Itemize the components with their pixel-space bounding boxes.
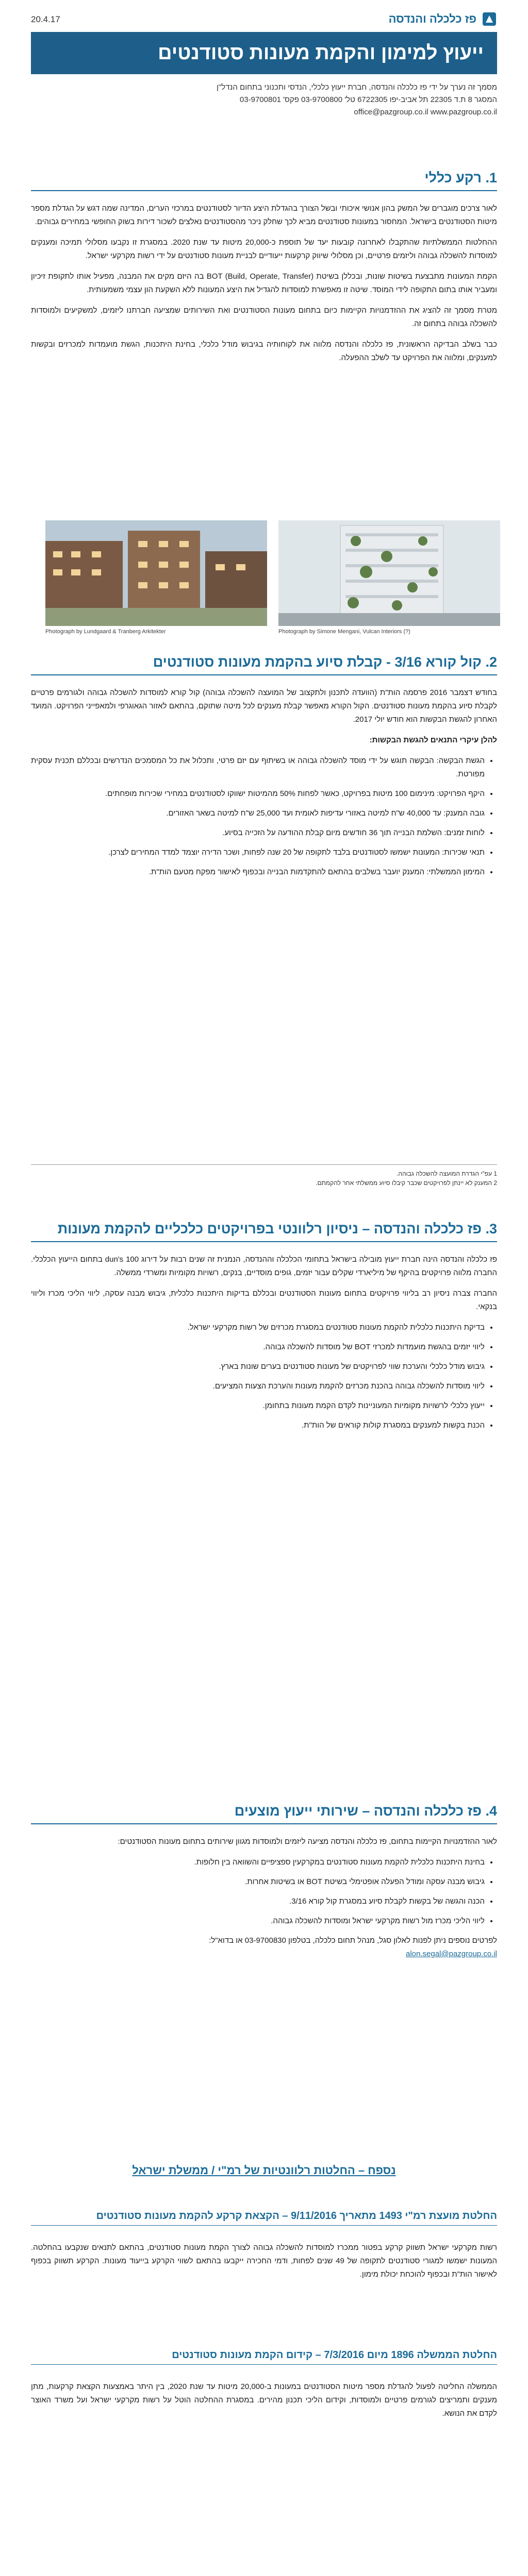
logo-text: פז כלכלה והנדסה (388, 12, 476, 25)
photo-caption: Photograph by Simone Mengani, Vulcan Interiors (?) (278, 629, 410, 635)
contact-line: המסגר 8 ת.ד 22305 תל אביב-יפו 6722305 טל' 03-9700800 פקס' 03-9700801 (239, 95, 497, 104)
list-item: • ליווי יזמים בהגשת מועמדות למכרזי BOT של מוסדות להשכלה גבוהה. (31, 1341, 485, 1354)
section-4-title: 4. פז כלכלה והנדסה – שירותי ייעוץ מוצעים (31, 1803, 497, 1824)
contact-paragraph (31, 1934, 497, 1961)
header-contact-block (31, 81, 497, 118)
section-2-body (31, 686, 497, 885)
contact-email-link[interactable]: alon.segal@pazgroup.co.il (405, 1950, 497, 1958)
list-item: • בדיקת היתכנות כלכלית להקמת מעונות סטודנטים במסגרת מכרזים של רשות מקרקעי ישראל. (31, 1321, 485, 1334)
list-item: • המימון הממשלתי: המענק יועבר בשלבים בהתאם להתקדמות הבנייה ובכפוף לאישור מפקח מטעם הות"ת. (31, 866, 485, 879)
document-header (0, 0, 528, 155)
appendix-body (31, 2380, 497, 2428)
section-4-body (31, 1835, 497, 1968)
paragraph: רשות מקרקעי ישראל תשווק קרקע בפטור ממכרז למוסדות להשכלה גבוהה לצורך הקמת מעונות סטודנטים, בהתאם לתנאים שנקבעו בהחלטה. המעונות ישמשו למגורי סטודנטים לתקופה של 49 שנים לפחות, ודמי החכירה ייקבעו בהתאם לשווי הקרקע בייעוד מעונות. הקרקע תשווק בכפוף לאישור הות"ת ובכפוף להוכחת יכולת מימון. (31, 2243, 497, 2279)
appendix-body (31, 2241, 497, 2289)
paragraph: הקמת המעונות מתבצעת בשיטות שונות, ובכללן בשיטת BOT (Build, Operate, Transfer) בה היזם מקים את המבנה, מפעיל אותו לתקופת זיכיון ומעביר אותו בתום התקופה לידי המוסד. שיטה זו מאפשרת למוסדות להגדיל את היצע המעונות ללא השקעת הון עצמי משמעותית. (31, 272, 498, 294)
list-item: • הכנה והגשה של בקשות לקבלת סיוע במסגרת קול קורא 3/16. (31, 1895, 485, 1908)
paragraph: פז כלכלה והנדסה הינה חברת ייעוץ מובילה בישראל בתחומי הכלכלה וההנדסה, הנמנית זה שנים רבות על דירוג dun's 100 בתחום הייעוץ הכלכלי. החברה מלווה פרויקטים בהיקף של מיליארדי שקלים עבור יזמים, גופים מוסדיים, בנקים, רשויות מקומיות ומשרדי ממשלה. (31, 1255, 498, 1277)
list-item: • ליווי מוסדות להשכלה גבוהה בהכנת מכרזים להקמת מעונות והערכת הצעות המציעים. (31, 1380, 485, 1393)
list-title: להלן עיקרי התנאים להגשת הבקשות: (369, 736, 497, 744)
appendix-subtitle: החלטת הממשלה 1896 מיום 7/3/2016 – קידום הקמת מעונות סטודנטים (31, 2349, 497, 2365)
photo-student-housing-tower (278, 520, 500, 626)
list-item: • בחינת היתכנות כלכלית להקמת מעונות סטודנטים במקרקעין ספציפיים והשוואה בין חלופות. (31, 1856, 485, 1869)
contact-line: מסמך זה נערך על ידי פז כלכלה והנדסה, חברת ייעוץ כלכלי, הנדסי ותכנוני בתחום הנדל"ן (217, 83, 497, 92)
list-item: • ייעוץ כלכלי לרשויות מקומיות המעוניינות לקדם הקמת מעונות בתחומן. (31, 1399, 485, 1413)
services-list (31, 1856, 497, 1928)
paragraph: לאור ההזדמנויות הקיימות בתחום, פז כלכלה והנדסה מציעה ליזמים ולמוסדות מגוון שירותים בתחום מעונות הסטודנטים: (118, 1837, 497, 1846)
section-1-title: 1. רקע כללי (31, 170, 497, 191)
list-item: • הגשת הבקשה: הבקשה תוגש על ידי מוסד להשכלה גבוהה או בשיתוף עם יזם פרטי, ותכלול את כל המסמכים הנדרשים ובכללם תכנית עסקית מפורטת. (31, 754, 485, 781)
document-date: 20.4.17 (31, 14, 60, 24)
experience-list (31, 1321, 497, 1432)
header-topbar (31, 11, 497, 29)
paragraph: כבר בשלב הבדיקה הראשונית, פז כלכלה והנדסה מלווה את לקוחותיה בגיבוש מודל כלכלי, בחינת היתכנות, הגשת מועמדות למכרזים ובקשות למענקים, ומלווה את הפרויקט עד לשלב ההפעלה. (31, 340, 497, 362)
paragraph: מטרת מסמך זה להציג את ההזדמנויות הקיימות כיום בתחום מעונות הסטודנטים ואת השירותים שמציעה חברתנו ליזמים, למשקיעים ולמוסדות להשכלה גבוהה בתחום זה. (31, 306, 497, 328)
list-item: • גיבוש מודל כלכלי והערכת שווי לפרויקטים של מעונות סטודנטים בערים שונות בארץ. (31, 1360, 485, 1374)
photo-caption: Photograph by Lundgaard & Tranberg Arkitekter (45, 629, 166, 635)
logo-mark-icon (482, 11, 497, 27)
section-3-body (31, 1253, 497, 1438)
paragraph: ההחלטות הממשלתיות שהתקבלו לאחרונה קובעות יעד של תוספת כ-20,000 מיטות עד שנת 2020. במסגרת זו נקבעו מסלולי תמיכה ומענקים למוסדות להשכלה גבוהה וליזמים פרטיים, וכן מסלולי שיווק קרקעות ייעודיים לבניית מעונות סטודנטים על ידי רשות מקרקעי ישראל. (31, 238, 497, 260)
appendix-subtitle: החלטת מועצת רמ"י 1493 מתאריך 9/11/2016 – הקצאת קרקע להקמת מעונות סטודנטים (31, 2210, 497, 2226)
footnotes (31, 1164, 497, 1188)
list-item: • גובה המענק: עד 40,000 ש"ח למיטה באזורי עדיפות לאומית ועד 25,000 ש"ח למיטה בשאר האזורים. (31, 807, 485, 820)
photo-student-housing-courtyard (45, 520, 267, 626)
list-item: • היקף הפרויקט: מינימום 100 מיטות בפרויקט, כאשר לפחות 50% מהמיטות ישווקו לסטודנטים במחירי שכירות מופחתים. (31, 787, 485, 801)
list-item: • לוחות זמנים: השלמת הבנייה תוך 36 חודשים מיום קבלת ההודעה על הזכייה בסיוע. (31, 826, 485, 840)
list-item: • ליווי הליכי מכרז מול רשות מקרקעי ישראל ומוסדות להשכלה גבוהה. (31, 1914, 485, 1928)
paragraph: בחודש דצמבר 2016 פרסמה הות"ת (הוועדה לתכנון ולתקצוב של המועצה להשכלה גבוהה) קול קורא למוסדות להשכלה גבוהה ולגורמים פרטיים לקבלת סיוע בהקמת מעונות סטודנטים. הקול הקורא מאפשר קבלת מענקים לכל מיטה שתוקם, בהתאם לאזור הגאוגרפי ולמאפייני הפרויקט. המועד האחרון להגשת הבקשות הוא חודש יולי 2017. (31, 688, 497, 724)
section-2-title: 2. קול קורא 3/16 - קבלת סיוע בהקמת מעונות סטודנטים (31, 654, 497, 675)
appendix-title: נספח – החלטות רלוונטיות של רמ"י / ממשלת ישראל (132, 2164, 396, 2177)
paragraph: החברה צברה ניסיון רב בליווי פרויקטים בתחום מעונות הסטודנטים ובכללם בדיקות היתכנות כלכלית, גיבוש מבנה עסקה, ליווי הליכי מכרז וליווי בנקאי. (31, 1289, 497, 1311)
list-item: • תנאי שכירות: המעונות ישמשו לסטודנטים בלבד לתקופה של 20 שנה לפחות, ושכר הדירה יוצמד למדד המחירים לצרכן. (31, 846, 485, 859)
section-3-title: 3. פז כלכלה והנדסה – ניסיון רלוונטי בפרויקטים כלכליים להקמת מעונות (31, 1221, 497, 1242)
company-logo (389, 11, 497, 27)
contact-line: office@pazgroup.co.il www.pazgroup.co.il (354, 108, 497, 116)
paragraph: הממשלה החליטה לפעול להגדלת מספר מיטות הסטודנטים במעונות ב-20,000 מיטות עד שנת 2020, בין היתר באמצעות הקצאת קרקעות, מתן מענקים ותמריצים לגורמים פרטיים ולמוסדות, וקידום הליכי תכנון מהירים. במסגרת ההחלטה הוטל על רשות מקרקעי ישראל ועל משרד האוצר לקדם את הנושא. (31, 2382, 497, 2418)
conditions-list (31, 754, 497, 879)
contact-text: לפרטים נוספים ניתן לפנות לאלון סגל, מנהל תחום כלכלה, בטלפון 03-9700830 או בדוא"ל: (209, 1936, 497, 1945)
footnote: 2 המענק לא יינתן לפרויקטים שכבר קיבלו סיוע ממשלתי אחר להקמתם. (316, 1179, 497, 1187)
footnote: 1 עפ"י הגדרת המועצה להשכלה גבוהה. (397, 1170, 497, 1177)
document-title: ייעוץ למימון והקמת מעונות סטודנטים (31, 32, 497, 74)
paragraph: לאור צרכים מוגברים של המשק בהון אנושי איכותי ובשל הצורך בהגדלת היצע הדיור לסטודנטים במרכזי הערים, המדינה שמה דגש על הגדלת מספר מיטות הסטודנטים בישראל. המחסור במעונות סטודנטים מביא לכך שחלק ניכר מהסטודנטים נאלצים לשכור דירות בשוק החופשי במחירים גבוהים. (31, 204, 497, 226)
list-item: • גיבוש מבנה עסקה ומודל הפעלה אופטימלי בשיטת BOT או בשיטות אחרות. (31, 1875, 485, 1889)
section-1-body (31, 202, 497, 372)
list-item: • הכנת בקשות למענקים במסגרת קולות קוראים של הות"ת. (31, 1419, 485, 1432)
